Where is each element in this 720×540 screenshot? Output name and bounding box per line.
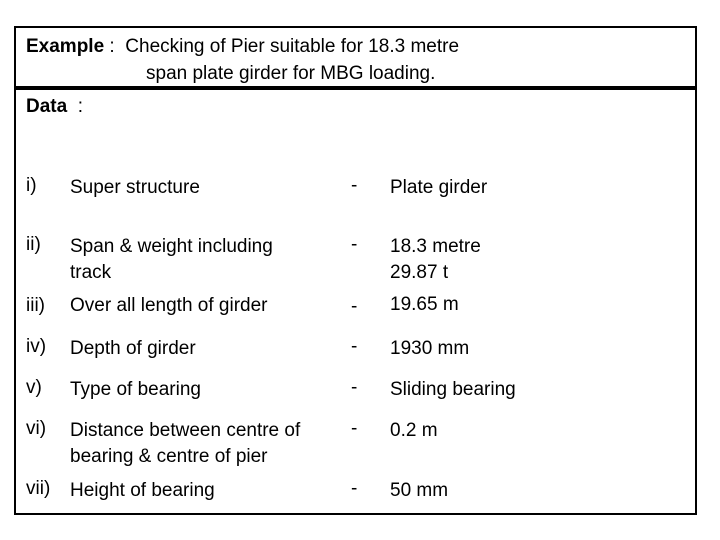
row-value: 19.65 m — [390, 294, 459, 315]
row-number: i) — [26, 175, 37, 196]
title-text-2: span plate girder for MBG loading. — [146, 63, 436, 84]
row-dash: - — [351, 377, 358, 398]
row-number: iv) — [26, 336, 47, 357]
row-dash: - — [351, 336, 358, 357]
row-dash: - — [351, 478, 358, 499]
row-value: 1930 mm — [390, 338, 470, 359]
row-description: Height of bearing — [70, 480, 215, 501]
data-box — [14, 88, 697, 515]
row-number: ii) — [26, 234, 41, 255]
row-value-line-2: 29.87 t — [390, 262, 449, 283]
row-description: Over all length of girder — [70, 295, 268, 316]
row-value: Plate girder — [390, 177, 488, 198]
row-description: Span & weight including track — [70, 236, 273, 283]
row-value — [390, 234, 481, 286]
row-description: Distance between centre of bearing & centre of pier — [70, 420, 301, 467]
title-lead: Example — [26, 36, 105, 57]
title-separator: : — [104, 36, 126, 57]
data-heading — [26, 96, 83, 118]
title-text-1: Checking of Pier suitable for 18.3 metre — [125, 36, 460, 57]
data-heading-colon: : — [67, 96, 84, 117]
row-dash: - — [351, 418, 358, 439]
data-heading-label: Data — [26, 96, 68, 117]
row-value: Sliding bearing — [390, 379, 516, 400]
row-value: 0.2 m — [390, 420, 438, 441]
row-dash: - — [351, 296, 358, 317]
row-number: iii) — [26, 295, 45, 316]
row-dash: - — [351, 175, 358, 196]
row-description: Super structure — [70, 177, 200, 198]
row-description: Type of bearing — [70, 379, 201, 400]
title-box — [14, 26, 697, 88]
row-dash: - — [351, 234, 358, 255]
row-number: v) — [26, 377, 42, 398]
row-description: Depth of girder — [70, 338, 196, 359]
row-number: vii) — [26, 478, 51, 499]
row-value-line-1: 18.3 metre — [390, 236, 481, 257]
row-number: vi) — [26, 418, 47, 439]
row-value: 50 mm — [390, 480, 449, 501]
title-line-1 — [26, 36, 459, 58]
